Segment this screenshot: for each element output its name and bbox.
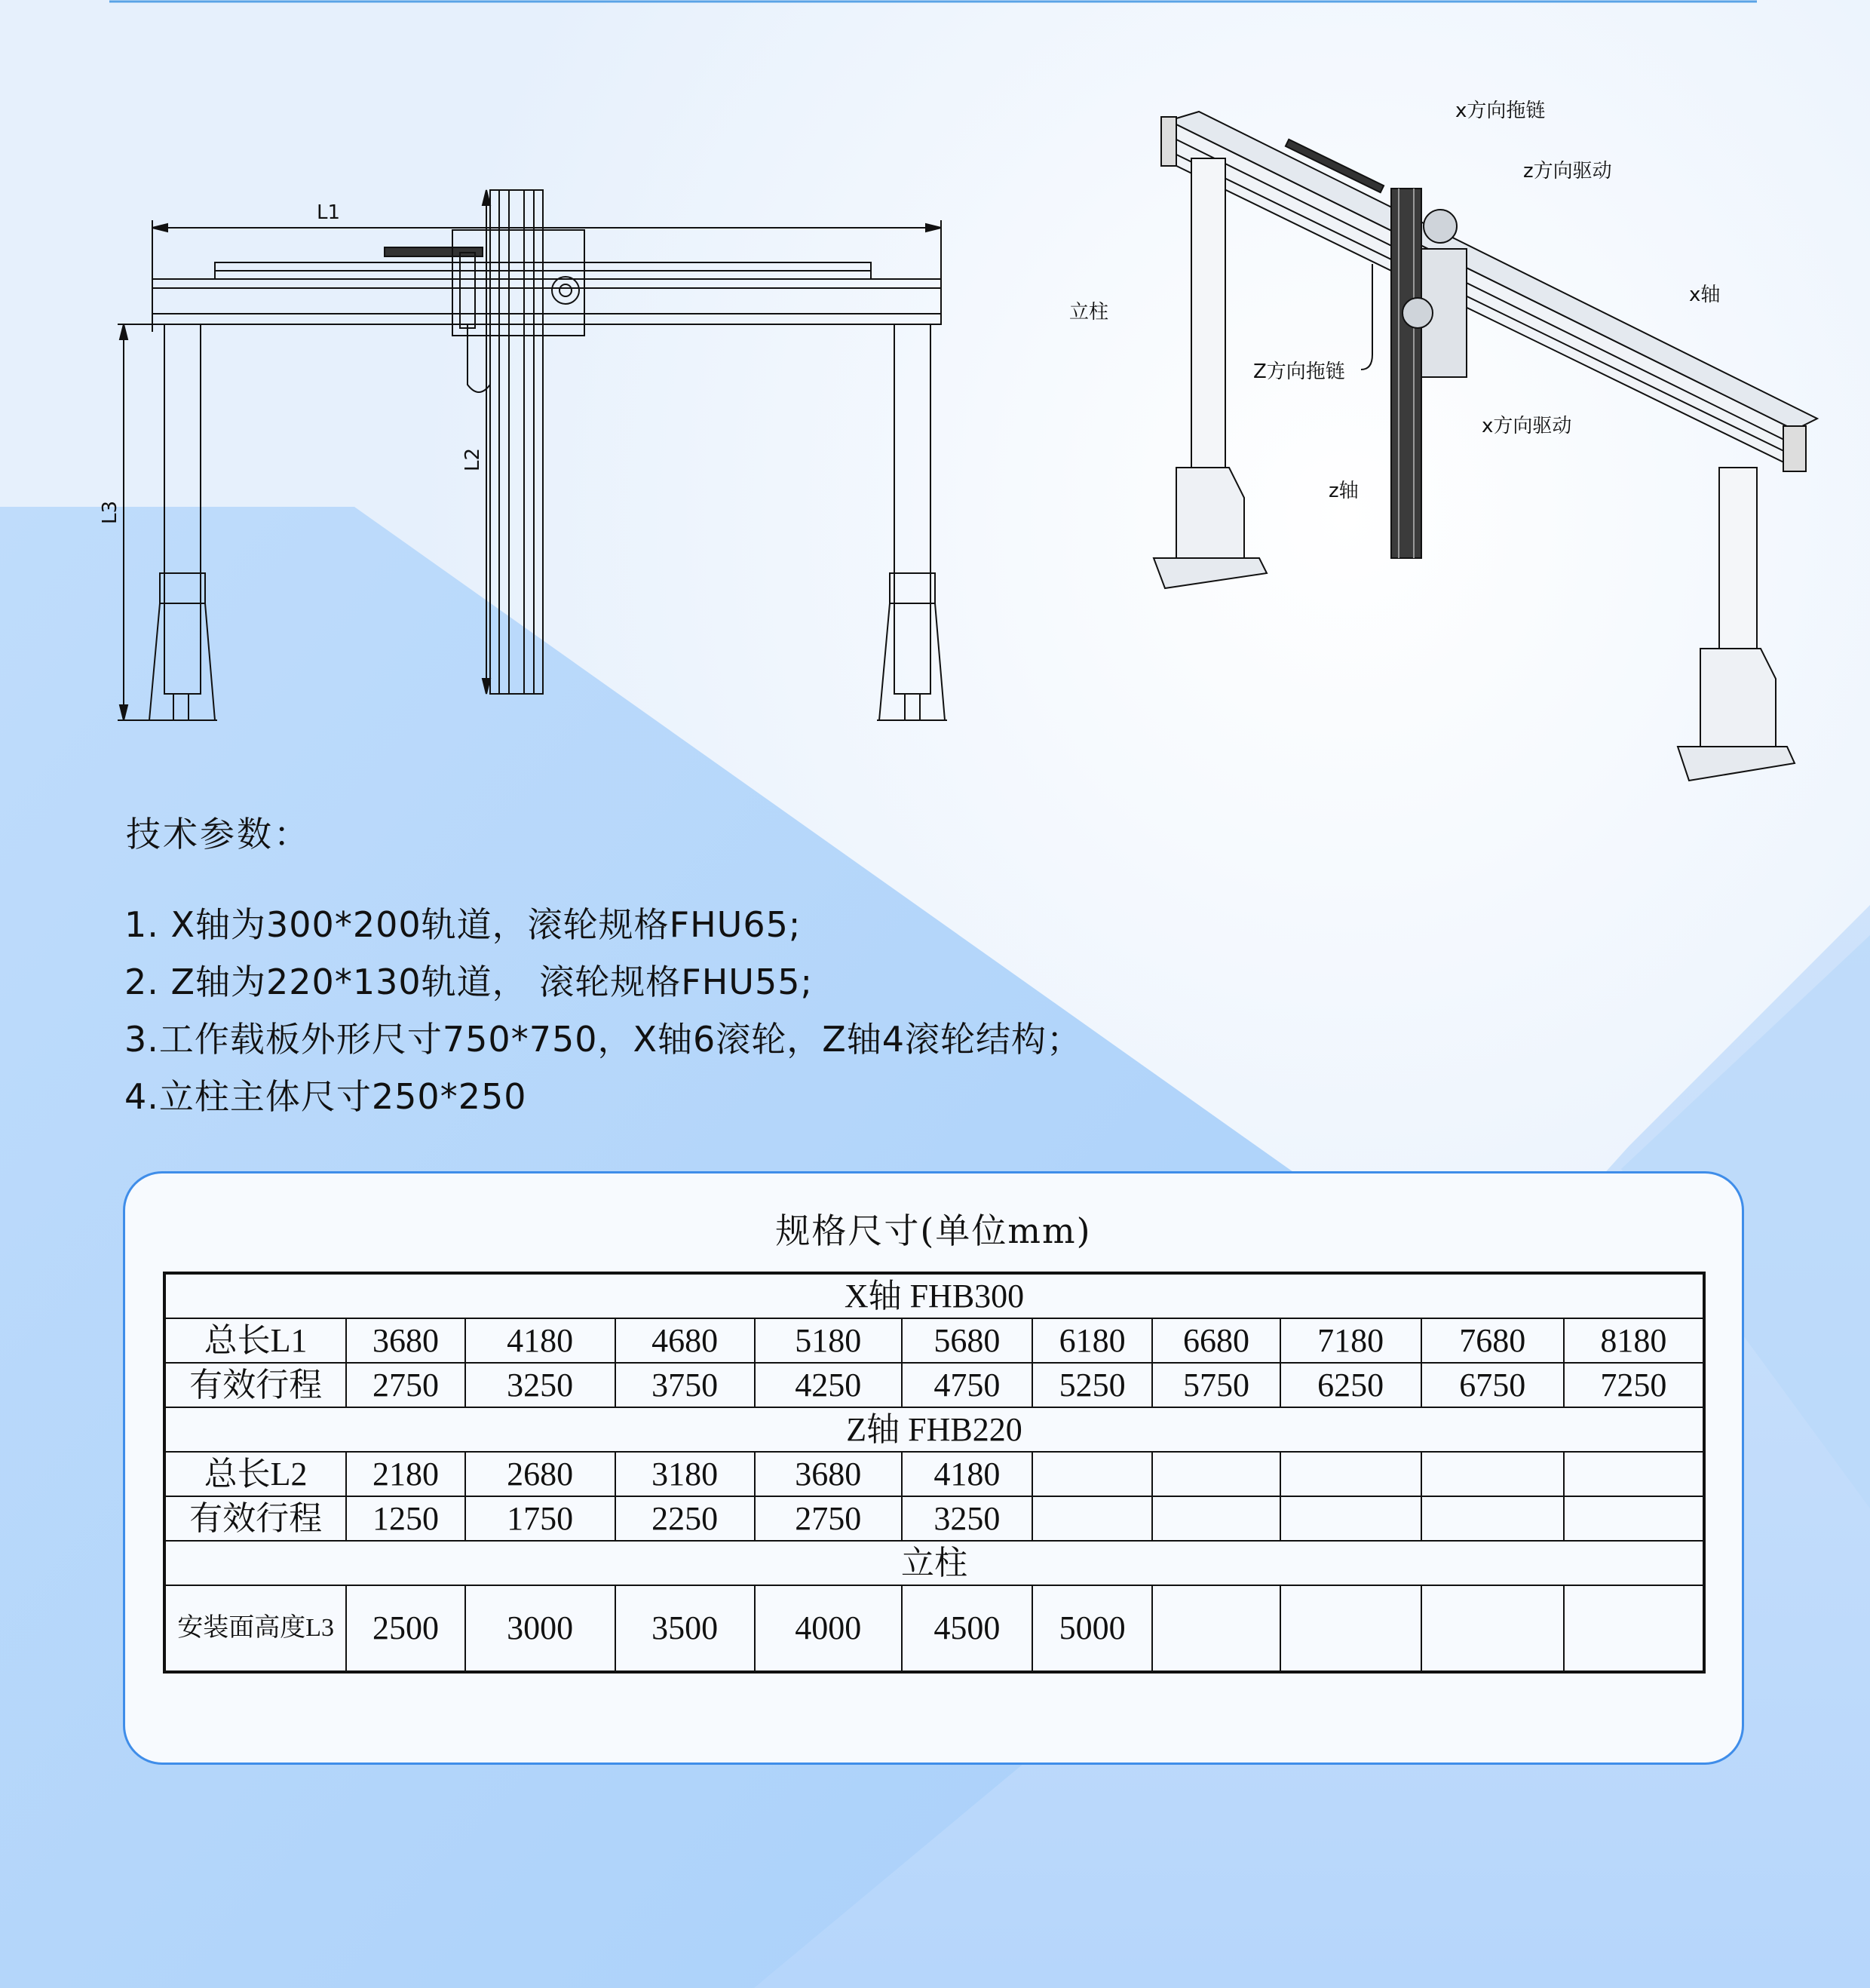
table-cell: 3180 — [615, 1452, 755, 1496]
callout-column: 立柱 — [1069, 301, 1109, 324]
table-cell — [1421, 1585, 1564, 1672]
table-cell: 8180 — [1564, 1318, 1704, 1363]
dim-label-l2: L2 — [461, 447, 484, 471]
callout-z-drag-chain: Z方向拖链 — [1253, 360, 1345, 383]
table-cell: 4180 — [902, 1452, 1032, 1496]
table-cell: 7180 — [1280, 1318, 1421, 1363]
table-title: 规格尺寸(单位mm) — [775, 1210, 1092, 1251]
callout-x-drag-chain: x方向拖链 — [1455, 100, 1546, 122]
row-label: 有效行程 — [164, 1496, 346, 1541]
column-section-header — [164, 1541, 1704, 1585]
table-cell: 7680 — [1421, 1318, 1564, 1363]
table-cell: 1250 — [346, 1496, 464, 1541]
table-cell — [1564, 1585, 1704, 1672]
table-cell: 2750 — [346, 1363, 464, 1407]
column-section-title: 立柱 — [164, 1541, 1704, 1585]
table-cell: 1750 — [465, 1496, 615, 1541]
table-cell: 2180 — [346, 1452, 464, 1496]
spec-table-card — [123, 1171, 1744, 1765]
table-cell — [1032, 1496, 1152, 1541]
table-row — [164, 1318, 1704, 1363]
row-label: 总长L1 — [164, 1318, 346, 1363]
table-cell: 3750 — [615, 1363, 755, 1407]
table-cell — [1280, 1452, 1421, 1496]
dim-label-l3: L3 — [99, 500, 121, 524]
spec-item: 1. X轴为300*200轨道，滚轮规格FHU65; — [124, 904, 802, 945]
x-axis-section-header — [164, 1273, 1704, 1318]
gantry-isometric-drawing — [1041, 75, 1855, 815]
row-label: 安装面高度L3 — [164, 1585, 346, 1672]
callout-z-axis: z轴 — [1329, 480, 1359, 502]
gantry-front-view-drawing — [98, 173, 958, 747]
table-cell — [1152, 1496, 1280, 1541]
table-cell — [1032, 1452, 1152, 1496]
table-cell: 4180 — [465, 1318, 615, 1363]
table-cell: 6180 — [1032, 1318, 1152, 1363]
table-cell: 3250 — [902, 1496, 1032, 1541]
table-cell: 4250 — [755, 1363, 902, 1407]
table-cell: 6250 — [1280, 1363, 1421, 1407]
table-cell — [1421, 1496, 1564, 1541]
spec-table — [163, 1272, 1706, 1674]
spec-item: 4.立柱主体尺寸250*250 — [124, 1076, 527, 1117]
table-cell — [1564, 1452, 1704, 1496]
table-row — [164, 1452, 1704, 1496]
z-axis-section-header — [164, 1407, 1704, 1452]
table-cell — [1280, 1496, 1421, 1541]
table-cell: 3680 — [755, 1452, 902, 1496]
table-cell: 6680 — [1152, 1318, 1280, 1363]
row-label: 有效行程 — [164, 1363, 346, 1407]
technical-specs — [124, 807, 1331, 1125]
table-cell: 2500 — [346, 1585, 464, 1672]
x-axis-section-title: X轴 FHB300 — [164, 1273, 1704, 1318]
table-cell — [1421, 1452, 1564, 1496]
z-axis-section-title: Z轴 FHB220 — [164, 1407, 1704, 1452]
table-cell — [1564, 1496, 1704, 1541]
table-cell: 4680 — [615, 1318, 755, 1363]
table-cell: 3250 — [465, 1363, 615, 1407]
table-cell: 5680 — [902, 1318, 1032, 1363]
table-cell: 3500 — [615, 1585, 755, 1672]
table-cell: 3000 — [465, 1585, 615, 1672]
table-cell — [1152, 1452, 1280, 1496]
table-cell: 6750 — [1421, 1363, 1564, 1407]
table-row — [164, 1363, 1704, 1407]
table-cell — [1280, 1585, 1421, 1672]
table-cell: 2250 — [615, 1496, 755, 1541]
spec-item: 3.工作载板外形尺寸750*750，X轴6滚轮，Z轴4滚轮结构； — [124, 1019, 1083, 1060]
table-row — [164, 1496, 1704, 1541]
table-cell: 4500 — [902, 1585, 1032, 1672]
table-cell: 2750 — [755, 1496, 902, 1541]
table-cell: 4750 — [902, 1363, 1032, 1407]
table-cell: 5000 — [1032, 1585, 1152, 1672]
spec-item: 2. Z轴为220*130轨道， 滚轮规格FHU55; — [124, 962, 813, 1002]
dim-label-l1: L1 — [317, 201, 341, 224]
table-cell — [1152, 1585, 1280, 1672]
table-cell: 5750 — [1152, 1363, 1280, 1407]
specs-heading: 技术参数： — [126, 814, 311, 854]
table-cell: 7250 — [1564, 1363, 1704, 1407]
callout-x-axis: x轴 — [1689, 284, 1721, 306]
table-cell: 2680 — [465, 1452, 615, 1496]
table-cell: 5250 — [1032, 1363, 1152, 1407]
callout-x-drive: x方向驱动 — [1482, 415, 1572, 437]
table-cell: 5180 — [755, 1318, 902, 1363]
table-cell: 4000 — [755, 1585, 902, 1672]
callout-z-drive: z方向驱动 — [1523, 160, 1612, 183]
row-label: 总长L2 — [164, 1452, 346, 1496]
table-row — [164, 1585, 1704, 1672]
table-cell: 3680 — [346, 1318, 464, 1363]
